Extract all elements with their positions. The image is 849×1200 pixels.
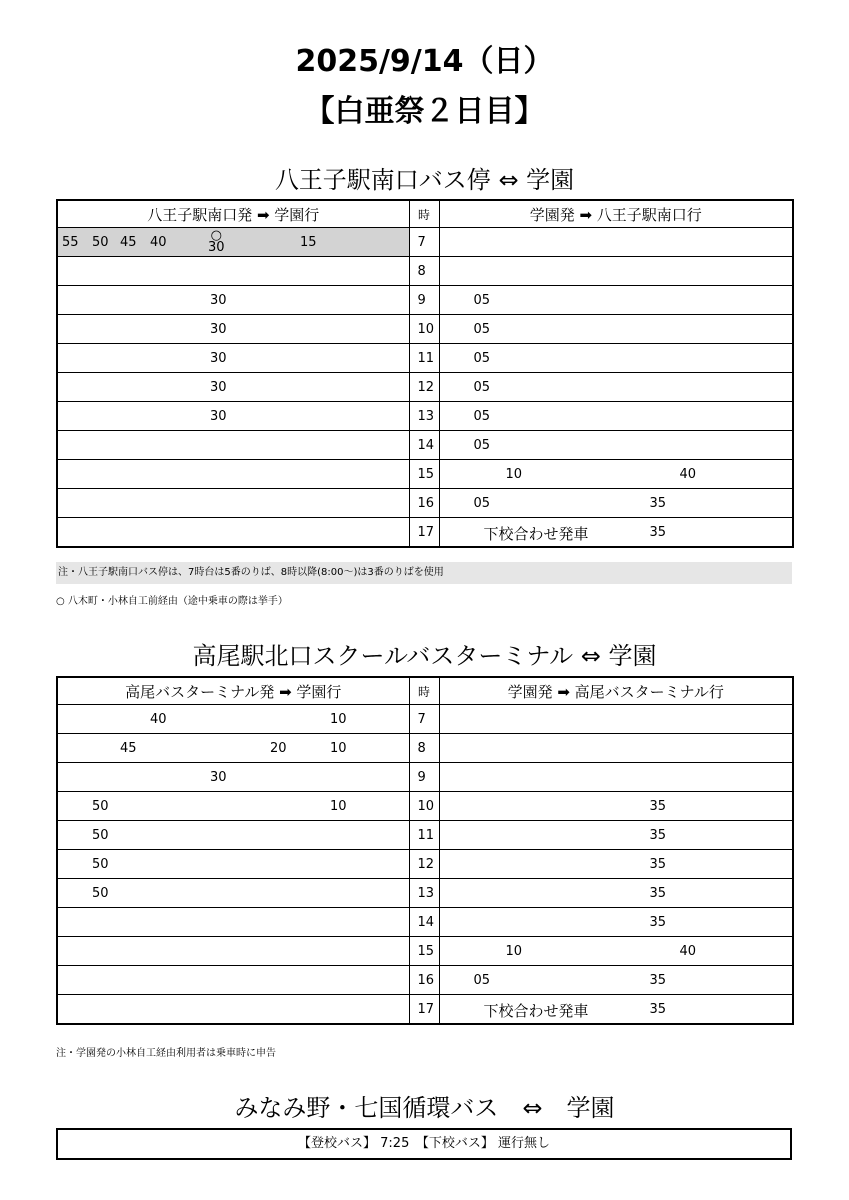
hour-cell: 8 bbox=[409, 734, 439, 763]
hour-cell: 17 bbox=[409, 995, 439, 1025]
time-value: 55 bbox=[62, 235, 79, 250]
table-row bbox=[57, 431, 793, 460]
time-value: 15 bbox=[300, 235, 317, 250]
time-value: 30 bbox=[210, 380, 227, 395]
hour-cell: 11 bbox=[409, 344, 439, 373]
right-times bbox=[439, 821, 793, 850]
time-value: 30 bbox=[210, 293, 227, 308]
right-times bbox=[439, 995, 793, 1025]
time-value: 35 bbox=[649, 525, 667, 540]
hour-cell: 15 bbox=[409, 937, 439, 966]
right-times bbox=[439, 734, 793, 763]
hour-cell: 14 bbox=[409, 431, 439, 460]
table-row bbox=[57, 908, 793, 937]
hour-cell: 10 bbox=[409, 792, 439, 821]
right-times bbox=[439, 344, 793, 373]
time-value: 50 bbox=[92, 857, 109, 872]
left-times bbox=[57, 460, 409, 489]
time-value: 40 bbox=[150, 235, 167, 250]
table-row bbox=[57, 937, 793, 966]
hour-cell: 7 bbox=[409, 228, 439, 257]
time-value: 05 bbox=[473, 351, 491, 366]
time-value: 05 bbox=[473, 322, 491, 337]
left-times bbox=[57, 850, 409, 879]
left-times bbox=[57, 286, 409, 315]
page-date: 2025/9/14（日） bbox=[295, 44, 554, 79]
table-row bbox=[57, 734, 793, 763]
time-value: 45 bbox=[120, 741, 137, 756]
table-row bbox=[57, 966, 793, 995]
left-times bbox=[57, 315, 409, 344]
table-row bbox=[57, 705, 793, 734]
left-times bbox=[57, 402, 409, 431]
right-times bbox=[439, 286, 793, 315]
time-value: 35 bbox=[649, 857, 667, 872]
left-times bbox=[57, 763, 409, 792]
time-value: 05 bbox=[473, 973, 491, 988]
section2-title: 高尾駅北口スクールバスターミナル ⇔ 学園 bbox=[192, 642, 657, 670]
table-row bbox=[57, 763, 793, 792]
right-times bbox=[439, 228, 793, 257]
hour-cell: 9 bbox=[409, 286, 439, 315]
left-times bbox=[57, 257, 409, 286]
time-value: 05 bbox=[473, 496, 491, 511]
hour-cell: 7 bbox=[409, 705, 439, 734]
time-value: 35 bbox=[649, 915, 667, 930]
circular-bus-info: 【登校バス】 7:25 【下校バス】 運行無し bbox=[56, 1128, 792, 1160]
hour-cell: 14 bbox=[409, 908, 439, 937]
table-row bbox=[57, 792, 793, 821]
time-value: 30 bbox=[208, 240, 225, 255]
hour-cell: 13 bbox=[409, 402, 439, 431]
time-value: 05 bbox=[473, 380, 491, 395]
time-value: 35 bbox=[649, 973, 667, 988]
right-times bbox=[439, 763, 793, 792]
table-row bbox=[57, 518, 793, 548]
table-row bbox=[57, 850, 793, 879]
left-times bbox=[57, 705, 409, 734]
time-value: 50 bbox=[92, 799, 109, 814]
right-times bbox=[439, 373, 793, 402]
table-row bbox=[57, 821, 793, 850]
hour-cell: 9 bbox=[409, 763, 439, 792]
hour-cell: 10 bbox=[409, 315, 439, 344]
right-times bbox=[439, 792, 793, 821]
left-times bbox=[57, 937, 409, 966]
left-times bbox=[57, 344, 409, 373]
col-left-header: 八王子駅南口発 ➡ 学園行 bbox=[57, 200, 409, 228]
time-value: 05 bbox=[473, 409, 491, 424]
note-bus-stop: 注・八王子駅南口バス停は、7時台は5番のりば、8時以降(8:00～)は3番のりばを使用 bbox=[56, 562, 792, 584]
time-value: 40 bbox=[150, 712, 167, 727]
left-times bbox=[57, 734, 409, 763]
time-value: 30 bbox=[210, 409, 227, 424]
time-value: 40 bbox=[679, 467, 697, 482]
section3-title: みなみ野・七国循環バス ⇔ 学園 bbox=[234, 1094, 615, 1122]
time-value: 10 bbox=[330, 741, 347, 756]
table-row bbox=[57, 879, 793, 908]
time-value: 30 bbox=[210, 351, 227, 366]
event-title: 【白亜祭２日目】 bbox=[304, 94, 545, 129]
time-value: 05 bbox=[473, 293, 491, 308]
hour-cell: 16 bbox=[409, 966, 439, 995]
time-value: 20 bbox=[270, 741, 287, 756]
hour-cell: 16 bbox=[409, 489, 439, 518]
left-times bbox=[57, 373, 409, 402]
table-row bbox=[57, 402, 793, 431]
table-row bbox=[57, 315, 793, 344]
right-times bbox=[439, 908, 793, 937]
right-times bbox=[439, 257, 793, 286]
time-value: 50 bbox=[92, 828, 109, 843]
right-times bbox=[439, 879, 793, 908]
takao-timetable bbox=[56, 676, 794, 1025]
time-value: 10 bbox=[505, 944, 523, 959]
right-times bbox=[439, 315, 793, 344]
time-value: 35 bbox=[649, 799, 667, 814]
note-kobayashi: 注・学園発の小林自工経由利用者は乗車時に申告 bbox=[56, 1048, 276, 1059]
time-value: 10 bbox=[330, 799, 347, 814]
sync-departure-label: 下校合わせ発車 bbox=[483, 1002, 589, 1020]
left-times bbox=[57, 228, 409, 257]
left-times bbox=[57, 489, 409, 518]
left-times bbox=[57, 908, 409, 937]
time-value: 30 bbox=[210, 322, 227, 337]
left-times bbox=[57, 879, 409, 908]
table-row bbox=[57, 995, 793, 1025]
hachioji-timetable bbox=[56, 199, 794, 548]
right-times bbox=[439, 705, 793, 734]
left-times bbox=[57, 431, 409, 460]
col-right-header: 学園発 ➡ 八王子駅南口行 bbox=[439, 200, 793, 228]
table-row bbox=[57, 373, 793, 402]
right-times bbox=[439, 460, 793, 489]
time-value: 50 bbox=[92, 886, 109, 901]
sync-departure-label: 下校合わせ発車 bbox=[483, 525, 589, 543]
right-times bbox=[439, 489, 793, 518]
section1-title: 八王子駅南口バス停 ⇔ 学園 bbox=[274, 166, 575, 194]
time-value: 35 bbox=[649, 886, 667, 901]
right-times bbox=[439, 937, 793, 966]
col-left-header: 高尾バスターミナル発 ➡ 学園行 bbox=[57, 677, 409, 705]
time-value: 50 bbox=[92, 235, 109, 250]
table-row bbox=[57, 257, 793, 286]
right-times bbox=[439, 850, 793, 879]
time-value: 35 bbox=[649, 496, 667, 511]
table-row bbox=[57, 228, 793, 257]
col-hour-header: 時 bbox=[409, 677, 439, 705]
left-times bbox=[57, 821, 409, 850]
time-value: 05 bbox=[473, 438, 491, 453]
via-mark: ○ bbox=[210, 228, 222, 243]
time-value: 40 bbox=[679, 944, 697, 959]
hour-cell: 12 bbox=[409, 373, 439, 402]
time-value: 10 bbox=[330, 712, 347, 727]
right-times bbox=[439, 431, 793, 460]
time-value: 45 bbox=[120, 235, 137, 250]
table-row bbox=[57, 344, 793, 373]
via-yagicho-time bbox=[208, 230, 225, 254]
note-via-route: ○ 八木町・小林自工前経由（途中乗車の際は挙手） bbox=[56, 596, 288, 607]
hour-cell: 13 bbox=[409, 879, 439, 908]
hour-cell: 12 bbox=[409, 850, 439, 879]
time-value: 10 bbox=[505, 467, 523, 482]
time-value: 35 bbox=[649, 828, 667, 843]
right-times bbox=[439, 966, 793, 995]
left-times bbox=[57, 966, 409, 995]
left-times bbox=[57, 518, 409, 548]
col-right-header: 学園発 ➡ 高尾バスターミナル行 bbox=[439, 677, 793, 705]
hour-cell: 11 bbox=[409, 821, 439, 850]
hour-cell: 8 bbox=[409, 257, 439, 286]
table-row bbox=[57, 489, 793, 518]
left-times bbox=[57, 792, 409, 821]
right-times bbox=[439, 518, 793, 548]
time-value: 35 bbox=[649, 1002, 667, 1017]
hour-cell: 15 bbox=[409, 460, 439, 489]
left-times bbox=[57, 995, 409, 1025]
col-hour-header: 時 bbox=[409, 200, 439, 228]
table-row bbox=[57, 460, 793, 489]
time-value: 30 bbox=[210, 770, 227, 785]
right-times bbox=[439, 402, 793, 431]
table-row bbox=[57, 286, 793, 315]
hour-cell: 17 bbox=[409, 518, 439, 548]
